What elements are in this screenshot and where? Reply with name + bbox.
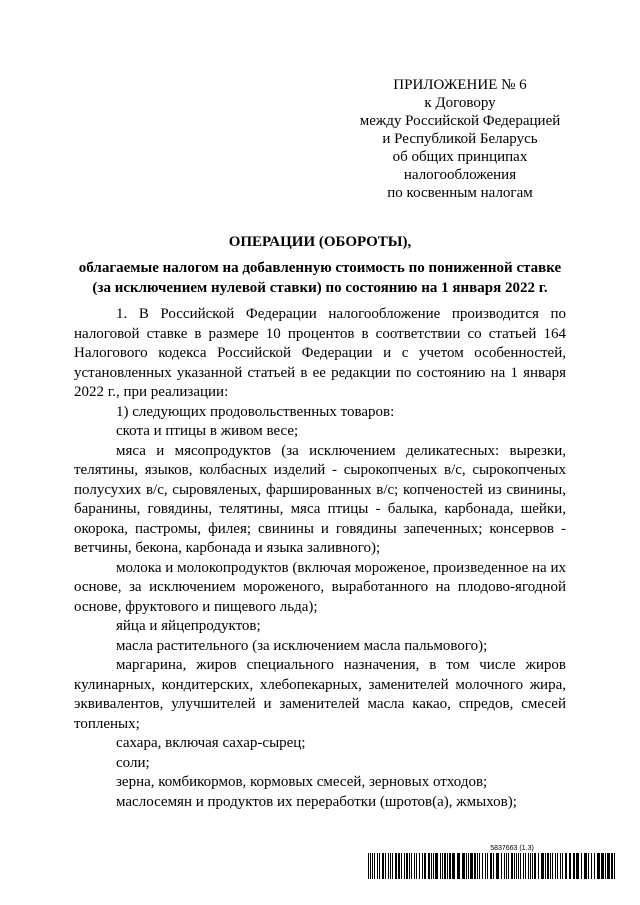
paragraph: молока и молокопродуктов (включая мороженое, произведенное на их основе, за исключением мороженого, выработанного на плодово-ягодной основе, фруктового и пищевого льда); (74, 559, 566, 615)
barcode-number: 5837663 (1.3) (490, 845, 534, 852)
document-title: ОПЕРАЦИИ (ОБОРОТЫ), (228, 234, 412, 250)
barcode-block (368, 845, 616, 879)
paragraph: зерна, комбикормов, кормовых смесей, зерновых отходов; (116, 774, 488, 790)
barcode-icon (368, 853, 616, 879)
appendix-line: налогообложения (403, 167, 517, 183)
appendix-line: по косвенным налогам (387, 185, 533, 201)
appendix-header (330, 76, 590, 202)
paragraph: яйца и яйцепродуктов; (116, 618, 261, 634)
document-body (74, 305, 566, 812)
appendix-line: к Договору (424, 95, 496, 111)
paragraph: маслосемян и продуктов их переработки (шротов(а), жмыхов); (116, 793, 517, 810)
paragraph: соли; (116, 754, 150, 771)
appendix-line: об общих принципах (392, 149, 528, 165)
appendix-line: ПРИЛОЖЕНИЕ № 6 (393, 77, 527, 93)
paragraph: 1) следующих продовольственных товаров: (116, 403, 395, 420)
appendix-line: и Республикой Беларусь (382, 131, 538, 147)
paragraph: скота и птицы в живом весе; (116, 423, 299, 439)
paragraph: масла растительного (за исключением масла пальмового); (116, 637, 488, 654)
paragraph: маргарина, жиров специального назначения, в том числе жиров кулинарных, кондитерских, хлебопекарных, заменителей молочного жира, эквивалентов, улучшителей и заменителей масла какао, спредов, смесей топленых; (74, 657, 566, 732)
paragraph: сахара, включая сахар-сырец; (116, 735, 306, 751)
document-subtitle: облагаемые налогом на добавленную стоимость по пониженной ставке (за исключением нулевой ставки) по состоянию на 1 января 2022 г. (78, 260, 562, 296)
paragraph: мяса и мясопродуктов (за исключением деликатесных: вырезки, телятины, языков, колбасных изделий - сырокопченых в/с, сырокопченых полусухих в/с, сыровяленых, фаршированных в/с; копченостей из свинины, баранины, говядины, телятины, мяса птицы - балыка, карбонада, шейки, окорока, пастромы, филея; свинины и говядины запеченных; консервов - ветчины, бекона, карбонада и языка заливного); (74, 442, 566, 556)
appendix-line: между Российской Федерацией (359, 113, 561, 129)
paragraph: 1. В Российской Федерации налогообложение производится по налоговой ставке в размере 10 процентов в соответствии со статьей 164 Налогового кодекса Российской Федерации и с учетом особенностей, установленных указанной статьей в ее редакции по состоянию на 1 января 2022 г., при реализации: (74, 306, 566, 400)
